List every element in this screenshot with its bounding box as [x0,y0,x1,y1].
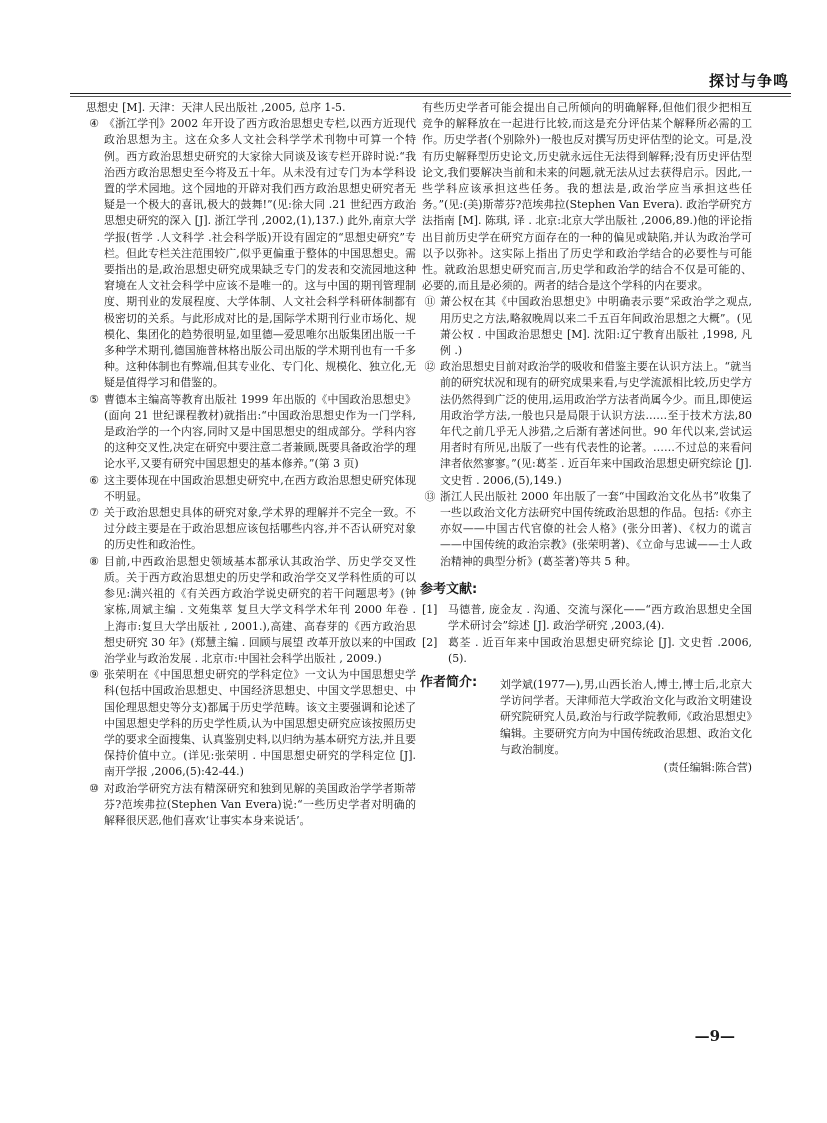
footnote-number: ⑬ [424,489,436,503]
reference-item [422,602,752,634]
footnote [86,392,416,473]
footnote [86,116,416,391]
reference-text: 葛荃 . 近百年来中国政治思想史研究综论 [J]. 文史哲 .2006,(5). [448,635,752,665]
footnote-text: 目前,中西政治思想史领域基本都承认其政治学、历史学交叉性质。关于西方政治思想史的历史学和政治学交叉学科性质的可以参见:满兴祖的《有关西方政治学说史研究的若干问题思考》(钟家栋,周斌主编 . 文苑集萃 复旦大学文科学术年刊 2000 年卷 . 上海市:复旦大学出版社 , 2001.),高建、高春芽的《西方政治思想史研究 30 年》(郑慧主编 . 回顾与展望 改革开放以来的中国政治学业与政治发展 . 北京市:中国社会科学出版社 , 2009.) [104,554,416,665]
footnote [422,294,752,359]
note-continuation: 思想史 [M]. 天津：天津人民出版社 ,2005, 总序 1-5. [86,101,346,114]
footnote [86,781,416,830]
reference-item [422,635,752,667]
journal-section-title: 探讨与争鸣 [708,72,789,90]
footnote-text: 政治思想史目前对政治学的吸收和借鉴主要在认识方法上。“就当前的研究状况和现有的研究成果来看,与史学流派相比较,历史学方法仍然得到广泛的使用,运用政治学方法者尚属今少。而且,即使运用政治学方法,一般也只是局限于认识方法……至于技术方法,80 年代之前几乎无人涉猎,之后渐有著述问世。90 年代以来,尝试运用者时有所见,出版了一些有代表性的论著。……不过总的来看问津者依然寥寥。”(见:葛荃 . 近百年来中国政治思想史研究综论 [J]. 文史哲 . 2006,(5),149.) [440,360,752,487]
footnote-number: ⑦ [89,506,99,520]
references-heading: 参考文献: [420,581,478,597]
header-rule [70,93,791,94]
page-number: —9— [694,1027,735,1045]
footnote-text: 对政治学研究方法有精深研究和独到见解的美国政治学学者斯蒂芬?范埃弗拉(Stephen Van Evera)说:“一些历史学者对明确的解释很厌恶,他们喜欢‘让事实本身来说话’。 [104,781,416,827]
responsible-editor: (责任编辑:陈合营) [663,760,752,774]
footnote-number: ⑪ [424,295,436,309]
footnote [422,359,752,489]
author-bio-label: 作者简介: [420,674,478,690]
footnote-number: ⑩ [89,781,99,795]
footnote [86,505,416,554]
footnote-text: 浙江人民出版社 2000 年出版了一套“中国政治文化丛书”收集了一些以政治文化方法研究中国传统政治思想的作品。包括:《亦主亦奴——中国古代官僚的社会人格》(张分田著)、《权力的谎言——中国传统的政治宗教》(张荣明著)、《立命与忠诚——士人政治精神的典型分析》(葛荃著)等共 5 种。 [440,489,752,568]
note-continuation-right: 有些历史学者可能会提出自己所倾向的明确解释,但他们很少把相互竞争的解释放在一起进行比较,而这是充分评估某个解释所必需的工作。历史学者(个别除外)一般也反对撰写历史评估型的论文。可是,没有历史解释型历史论文,历史就永远住无法得到解释;没有历史评估型论文,我们要解决当前和未来的问题,就无法从过去获得启示。因此,一些学科应该承担这些任务。我的想法是,政治学应当承担这些任务。”(见:(美)斯蒂芬?范埃弗拉(Stephen Van Evera). 政治学研究方法指南 [M]. 陈琪, 译 . 北京:北京大学出版社 ,2006,89.)他的评论指出目前历史学在研究方面存在的一种的偏见或缺陷,并认为政治学可以予以弥补。这实际上指出了历史学和政治学结合的必要性与可能性。就政治思想史研究而言,历史学和政治学的结合不仅是可能的、必要的,而且是必须的。两者的结合是这个学科的内在要求。 [422,101,752,293]
header-rule-thin [70,96,791,97]
right-column [422,100,752,776]
footnote [422,489,752,570]
footnote-text: 这主要体现在中国政治思想史研究中,在西方政治思想史研究体现不明显。 [104,473,416,503]
author-bio-text: 刘学斌(1977—),男,山西长治人,博士,博士后,北京大学访问学者。天津师范大学政治文化与政治文明建设研究院研究人员,政治与行政学院教师,《政治思想史》编辑。主要研究方向为中国传统政治思想、政治文化与政治制度。 [500,677,752,756]
left-notes [86,116,416,829]
footnote-number: ⑥ [89,473,99,487]
footnote-text: 《浙江学刊》2002 年开设了西方政治思想史专栏,以西方近现代政治思想为主。这在众多人文社会科学学术刊物中可算一个特例。西方政治思想史研究的大家徐大同谈及该专栏开辟时说:“我治西方政治思想史至今将及五十年。从未没有过专门为本学科设置的学术园地。这个园地的开辟对我们西方政治思想史研究者无疑是一个极大的喜讯,极大的鼓舞!”(见:徐大同 .21 世纪西方政治思想史研究的深入 [J]. 浙江学刊 ,2002,(1),137.) 此外,南京大学学报(哲学 .人文科学 .社会科学版)开设有固定的“思想史研究”专栏。但此专栏关注范围较广,似乎更偏重于整体的中国思想史。需要指出的是,政治思想史研究成果缺乏专门的发表和交流园地这种窘境在人文社会科学中应该不是唯一的。这与中国的期刊管理制度、期刊业的发展程度、大学体制、人文社会科学科研体制都有极密切的关系。与此形成对比的是,国际学术期刊行业市场化、规模化、集团化的趋势很明显,如里德—爱思唯尔出版集团出版一千多种学术期刊,德国施普林格出版公司出版的学术期刊也有一千多种。这种体制也有弊端,但其专业化、专门化、规模化、独立化,无疑是值得学习和借鉴的。 [104,117,416,390]
author-bio [420,674,752,758]
footnote [86,473,416,505]
references-list [422,602,752,667]
footnote-text: 关于政治思想史具体的研究对象,学术界的理解并不完全一致。不过分歧主要是在于政治思想应该包括哪些内容,并不否认研究对象的历史性和政治性。 [104,506,416,552]
left-column [86,100,416,829]
reference-number: [2] [422,635,438,649]
footnote-number: ⑤ [89,392,99,406]
reference-number: [1] [422,603,438,617]
footnote [86,667,416,780]
footnote-text: 萧公权在其《中国政治思想史》中明确表示要“采政治学之观点,用历史之方法,略叙晚周以来二千五百年间政治思想之大概”。(见萧公权 . 中国政治思想史 [M]. 沈阳:辽宁教育出版社 ,1998, 凡例 .) [440,295,752,358]
footnote-number: ⑨ [89,668,99,682]
footnote [86,554,416,667]
footnote-text: 曹德本主编高等教育出版社 1999 年出版的《中国政治思想史》(面向 21 世纪课程教材)就指出:“中国政治思想史作为一门学科,是政治学的一个内容,同时又是中国思想史的组成部分。学科内容的这种交叉性,决定在研究中要注意二者兼顾,既要具备政治学的理论水平,又要有研究中国思想史的基本修养。”(第 3 页) [104,392,416,471]
footnote-text: 张荣明在《中国思想史研究的学科定位》一文认为中国思想史学科(包括中国政治思想史、中国经济思想史、中国文学思想史、中国伦理思想史等分支)都属于历史学范畴。该文主要强调和论述了中国思想史学科的历史学性质,认为中国思想史研究应该按照历史学的要求全面搜集、认真鉴别史料,以归纳为基本研究方法,并且要保持价值中立。(详见:张荣明 . 中国思想史研究的学科定位 [J]. 南开学报 ,2006,(5):42-44.) [104,668,416,779]
footnote-number: ⑧ [89,554,99,568]
footnote-number: ④ [89,117,99,131]
reference-text: 马德普, 庞金友 . 沟通、交流与深化——“西方政治思想史全国学术研讨会”综述 [J]. 政治学研究 ,2003,(4). [448,603,752,633]
right-notes [422,294,752,569]
footnote-number: ⑫ [424,360,436,374]
